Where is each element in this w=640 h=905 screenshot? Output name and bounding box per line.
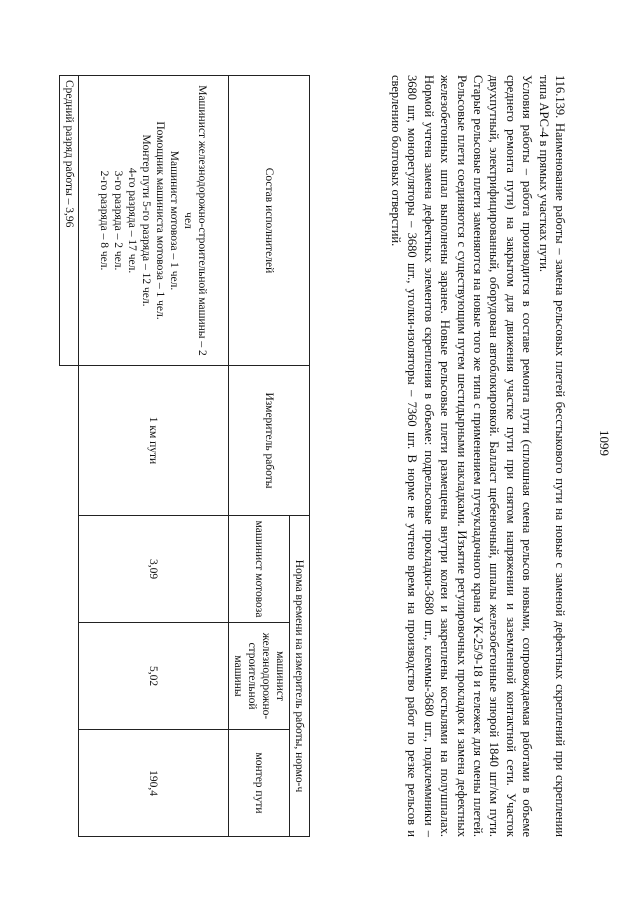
average-grade: Средний разряд работы – 3,96 <box>60 76 79 366</box>
staff-line: Машинист мотовоза – 1 чел. <box>168 150 181 291</box>
header-machinist-motovoz: машинист мотовоза <box>229 516 290 623</box>
work-conditions: Условия работы – работа производится в составе ремонта пути (сплошная смена рельсов новыми, сопровождаемая работами в объеме среднего ремонта пути) на закрытом для движения участке пути при снятом напряжении и заземленной контактной сети. Участок двухпутный, электрифицированный, оборудован автоблокировкой. Балласт щебеночный, шпалы железобетонные эпюрой 1840 шт/км пути. Старые рельсовые плети заменяются на новые того же типа с применением путеукладочного крана УК-25/9-18 и тележек для смены плетей. Рельсовые плети соединяются с существующим путем шестидырными накладками. Изъятие регулировочных прокладок и замена дефектных железобетонных шпал выполнены заранее. Новые рельсовые плети размещены внутри колеи и закреплены костылями на полушпалах. Нормой учтена замена дефектных элементов скрепления в объеме: подрельсовые прокладки-3680 шт., клеммы-3680 шт., подклеммники – 3680 шт, монорегуляторы – 3680 шт., уголки-изоляторы – 7360 шт. В норме не учтено время на производство работ по резке рельсов и сверлению болтовых отверстий. <box>388 75 535 837</box>
work-heading: 116.139. Наименование работы – замена рельсовых плетей бесстыкового пути на новые с заменой дефектных скреплений при скреплении типа АРС-4 в прямых участках пути. <box>536 75 567 837</box>
norms-table <box>59 75 310 837</box>
unit-value: 1 км пути <box>79 366 229 516</box>
norm-railway-value: 5,02 <box>79 623 229 730</box>
staff-line: Монтер пути 5-го разряда – 12 чел. <box>140 134 153 307</box>
intro-block <box>388 75 568 837</box>
norm-motovoz-value: 3,09 <box>79 516 229 623</box>
header-staff: Состав исполнителей <box>229 76 310 366</box>
staff-line: Помощник машиниста мотовоза – 1 чел. <box>154 121 167 320</box>
staff-line: 3-го разряда – 2 чел. <box>112 170 125 271</box>
page-number: 1099 <box>597 430 612 456</box>
staff-line: 4-го разряда – 17 чел. <box>126 167 139 274</box>
staff-line: 2-го разряда – 8 чел. <box>98 170 111 271</box>
norm-fitter-value: 190,4 <box>79 730 229 837</box>
staff-line: Машинист железнодорожно-строительной машины – 2 чел <box>182 85 209 356</box>
header-unit: Измеритель работы <box>229 366 310 516</box>
header-machinist-railway: машинист железнодорожно-строительной машины <box>229 623 290 730</box>
header-track-fitter: монтер пути <box>229 730 290 837</box>
header-norm-group: Норма времени на измеритель работы, нормо-ч <box>290 516 310 837</box>
staff-cell <box>79 76 229 366</box>
